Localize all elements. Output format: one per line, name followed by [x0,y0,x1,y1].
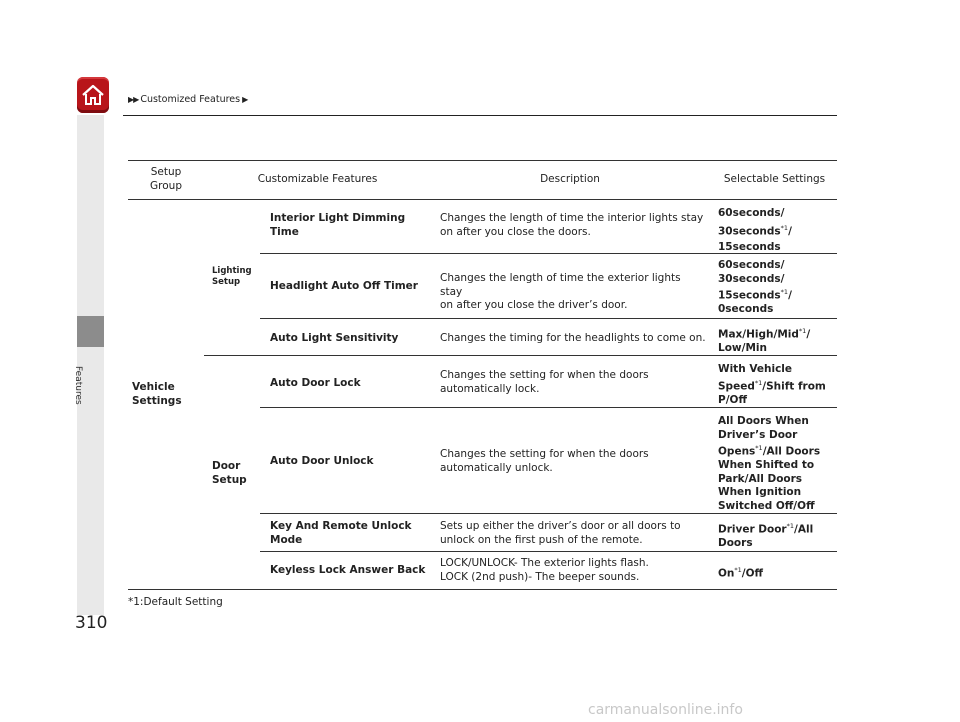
description-headlight-auto-off-timer: Changes the length of time the exterior lights stay on after you close the driver’s door. [440,272,681,311]
table-header-rule [128,199,837,200]
settings-auto-door-unlock: All Doors When Driver’s Door Opens$^{*1}$/All Doors When Shifted to Park/All Doors When Ignition Switched Off/Off [718,415,821,512]
settings-key-remote-unlock-mode: Driver Door$^{*1}$/All Doors [718,522,814,549]
feature-auto-light-sensitivity: Auto Light Sensitivity [270,332,399,344]
double-arrow-icon: ▶▶ [128,95,139,104]
feature-headlight-auto-off-timer: Headlight Auto Off Timer [270,280,418,292]
description-keyless-lock-answer-back: LOCK/UNLOCK- The exterior lights flash. LOCK (2nd push)- The beeper sounds. [440,557,649,583]
feature-key-remote-unlock-mode: Key And Remote Unlock Mode [270,520,412,546]
breadcrumb-link[interactable]: Customized Features [140,94,241,105]
description-auto-door-unlock: Changes the setting for when the doors automatically unlock. [440,448,649,474]
sidebar-section-label: Features [73,366,83,405]
header-divider [123,115,837,116]
watermark: carmanualsonline.info [588,702,743,718]
settings-auto-door-lock: With Vehicle Speed$^{*1}$/Shift from P/Off [718,363,826,406]
feature-keyless-lock-answer-back: Keyless Lock Answer Back [270,564,426,576]
header-customizable-features: Customizable Features [257,173,378,185]
description-auto-light-sensitivity: Changes the timing for the headlights to come on. [440,332,706,344]
sidebar-section-marker[interactable] [77,316,104,347]
footnote-default-setting: *1:Default Setting [128,596,223,608]
settings-interior-light-dimming: 60seconds/ 30seconds$^{*1}$/ 15seconds [718,207,792,253]
row-divider [260,551,837,552]
description-key-remote-unlock-mode: Sets up either the driver’s door or all doors to unlock on the first push of the remote. [440,520,681,546]
home-button[interactable] [77,77,109,113]
feature-auto-door-lock: Auto Door Lock [270,377,361,389]
sidebar-strip [77,115,104,615]
settings-keyless-lock-answer-back: On$^{*1}$/Off [718,566,764,580]
page-number: 310 [75,613,108,633]
settings-headlight-auto-off-timer: 60seconds/ 30seconds/ 15seconds$^{*1}$/ 0seconds [718,259,792,315]
feature-interior-light-dimming: Interior Light Dimming Time [270,212,406,238]
table-bottom-rule [128,589,837,590]
settings-auto-light-sensitivity: Max/High/Mid$^{*1}$/ Low/Min [718,327,811,354]
subgroup-door-setup: Door Setup [212,460,247,486]
row-divider [260,513,837,514]
breadcrumb [128,94,248,105]
arrow-icon: ▶ [242,95,249,104]
header-description: Description [540,173,600,185]
row-divider [260,407,837,408]
table-top-rule [128,160,837,161]
home-icon [81,82,105,108]
header-setup-group: Setup Group [150,166,182,192]
subgroup-lighting-setup: Lighting Setup [212,266,252,287]
description-auto-door-lock: Changes the setting for when the doors automatically lock. [440,369,649,395]
description-interior-light-dimming: Changes the length of time the interior lights stay on after you close the doors. [440,212,704,238]
row-divider [260,318,837,319]
header-selectable-settings: Selectable Settings [723,173,826,185]
feature-auto-door-unlock: Auto Door Unlock [270,455,374,467]
group-vehicle-settings: Vehicle Settings [132,381,182,407]
